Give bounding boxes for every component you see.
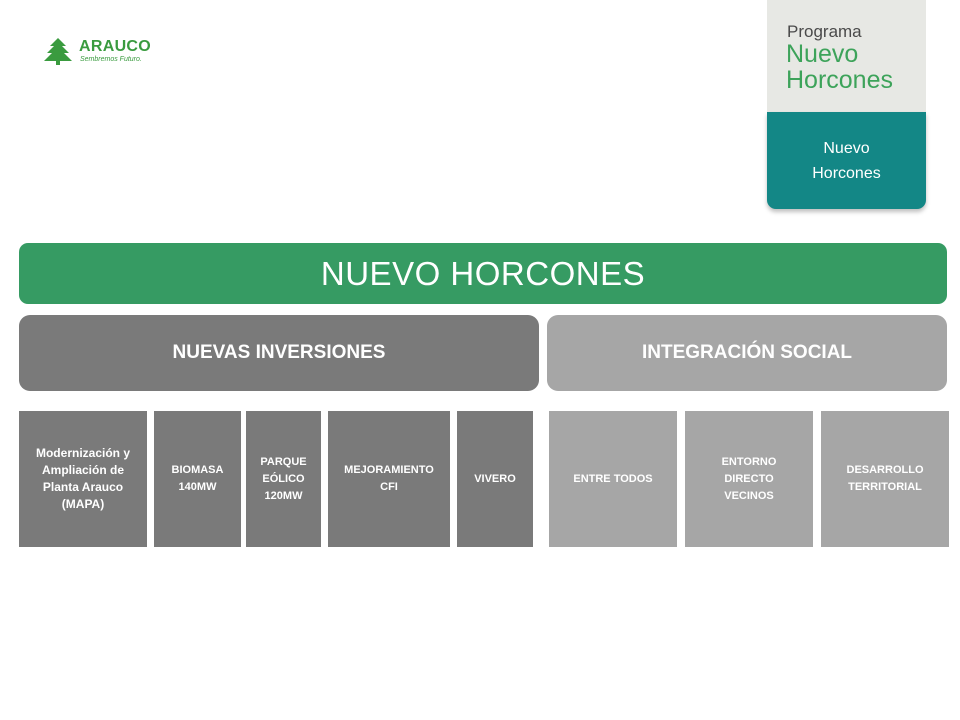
- item-line: PARQUE: [260, 455, 307, 468]
- program-label: Programa: [787, 22, 862, 41]
- item-line: ENTRE TODOS: [573, 472, 653, 485]
- item-line: VECINOS: [724, 489, 774, 502]
- program-tab-line1: Nuevo: [823, 139, 870, 157]
- branch-investments: [19, 315, 539, 391]
- diagram-title-bar: [19, 243, 947, 304]
- program-name-line1: Nuevo: [786, 40, 859, 68]
- item-entre-todos: [549, 411, 677, 547]
- item-mejoramiento-cfi: [328, 411, 450, 547]
- item-line: BIOMASA: [171, 464, 224, 476]
- item-line: TERRITORIAL: [848, 481, 922, 493]
- item-entorno-directo: [685, 411, 813, 547]
- program-card: [767, 0, 926, 112]
- item-line: Planta Arauco: [42, 480, 124, 494]
- program-tab[interactable]: [767, 112, 926, 209]
- logo-brand: ARAUCO: [79, 38, 152, 55]
- program-name-line2: Horcones: [786, 66, 893, 94]
- item-vivero: [457, 411, 533, 547]
- item-parque-eolico: [246, 411, 321, 547]
- program-tab-line2: Horcones: [812, 164, 881, 182]
- diagram-title: NUEVO HORCONES: [320, 254, 646, 292]
- item-line: Ampliación de: [41, 463, 124, 477]
- item-line: Modernización y: [35, 446, 130, 460]
- logo-slogan: Sembremos Futuro.: [80, 56, 142, 63]
- item-line: ENTORNO: [721, 455, 777, 468]
- branch-social-label: INTEGRACIÓN SOCIAL: [641, 342, 853, 363]
- item-line: EÓLICO: [262, 472, 305, 485]
- item-line: (MAPA): [61, 497, 105, 511]
- item-line: VIVERO: [474, 472, 516, 485]
- item-line: CFI: [380, 481, 398, 493]
- branch-investments-label: NUEVAS INVERSIONES: [172, 342, 386, 363]
- tree-icon: [42, 37, 74, 65]
- item-biomasa: [154, 411, 241, 547]
- item-line: MEJORAMIENTO: [344, 464, 434, 476]
- item-line: DESARROLLO: [846, 464, 924, 476]
- item-line: DIRECTO: [724, 472, 774, 485]
- branch-social: [547, 315, 947, 391]
- item-mapa: [19, 411, 147, 547]
- item-desarrollo-territorial: [821, 411, 949, 547]
- item-line: 120MW: [264, 489, 303, 502]
- arauco-logo: [42, 37, 162, 67]
- item-line: 140MW: [178, 481, 217, 493]
